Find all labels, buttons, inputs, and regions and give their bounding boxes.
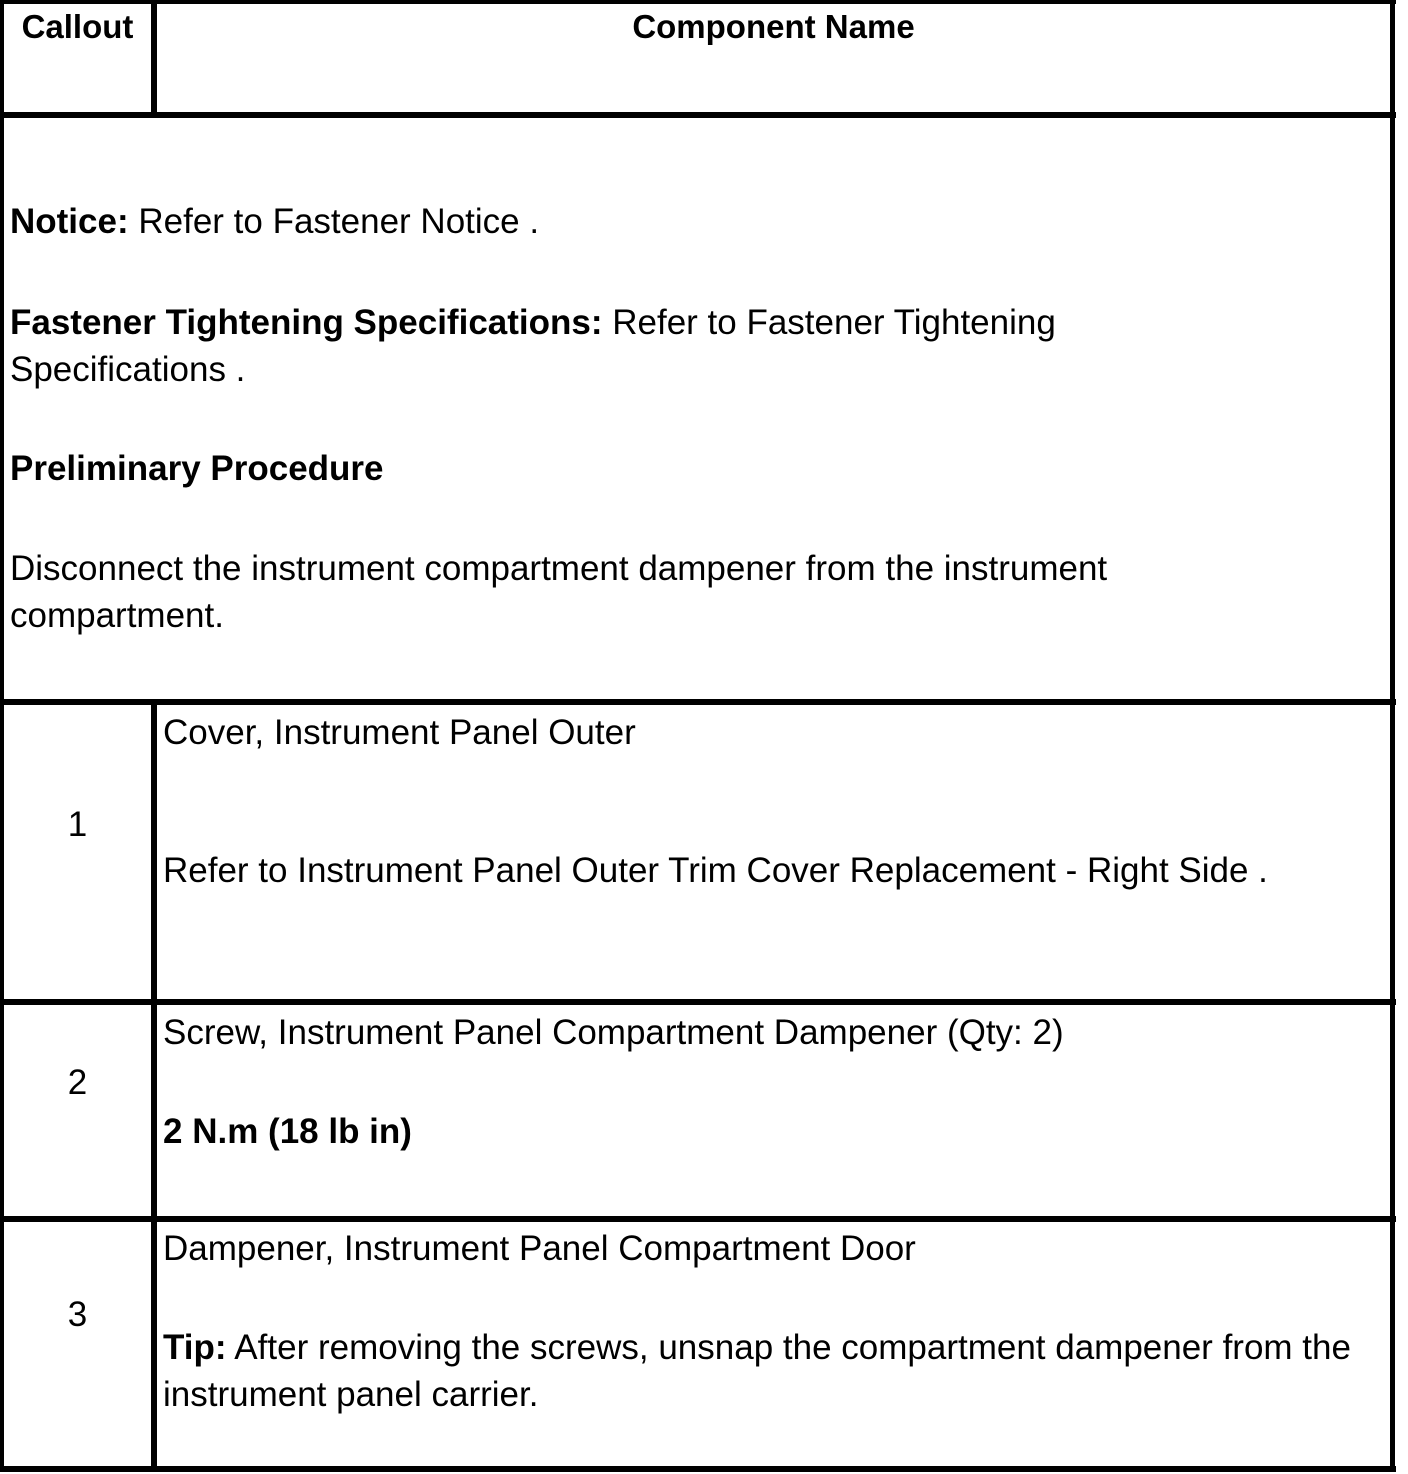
fts-line xyxy=(10,299,1240,393)
preliminary-text: Disconnect the instrument compartment dampener from the instrument compartment. xyxy=(10,549,1108,635)
row2-component xyxy=(163,1009,1363,1155)
row3-tip xyxy=(163,1324,1358,1418)
column-divider-rows xyxy=(151,699,157,1472)
component-name-header: Component Name xyxy=(632,8,915,45)
fts-text: Refer to Fastener Tightening Specifications . xyxy=(10,303,1056,389)
row3-callout: 3 xyxy=(67,1295,88,1334)
row1-divider xyxy=(0,999,1396,1005)
header-divider xyxy=(0,112,1396,118)
tip-label: Tip: xyxy=(163,1328,227,1367)
row2-callout: 2 xyxy=(67,1063,88,1102)
callout-header: Callout xyxy=(21,8,134,45)
notes-section xyxy=(10,198,1240,639)
row2-name: Screw, Instrument Panel Compartment Dampener (Qty: 2) xyxy=(163,1013,1064,1052)
notice-label: Notice: xyxy=(10,202,129,241)
row2-torque: 2 N.m (18 lb in) xyxy=(163,1112,412,1151)
notes-divider xyxy=(0,699,1396,705)
fts-label: Fastener Tightening Specifications: xyxy=(10,303,603,342)
border-top xyxy=(0,0,1396,4)
border-left xyxy=(0,0,4,1472)
row3-name: Dampener, Instrument Panel Compartment Door xyxy=(163,1229,916,1268)
border-right xyxy=(1390,0,1395,1472)
row2-divider xyxy=(0,1216,1396,1222)
border-bottom xyxy=(0,1466,1396,1472)
tip-text: After removing the screws, unsnap the compartment dampener from the instrument panel carrier. xyxy=(163,1328,1351,1414)
notice-line xyxy=(10,198,1240,245)
row3-component xyxy=(163,1225,1358,1418)
notice-text: Refer to Fastener Notice . xyxy=(128,202,540,241)
row1-component xyxy=(163,709,1343,894)
row1-name: Cover, Instrument Panel Outer xyxy=(163,713,636,752)
row1-detail: Refer to Instrument Panel Outer Trim Cover Replacement - Right Side . xyxy=(163,851,1268,890)
preliminary-heading: Preliminary Procedure xyxy=(10,449,384,488)
row1-callout: 1 xyxy=(67,805,88,844)
